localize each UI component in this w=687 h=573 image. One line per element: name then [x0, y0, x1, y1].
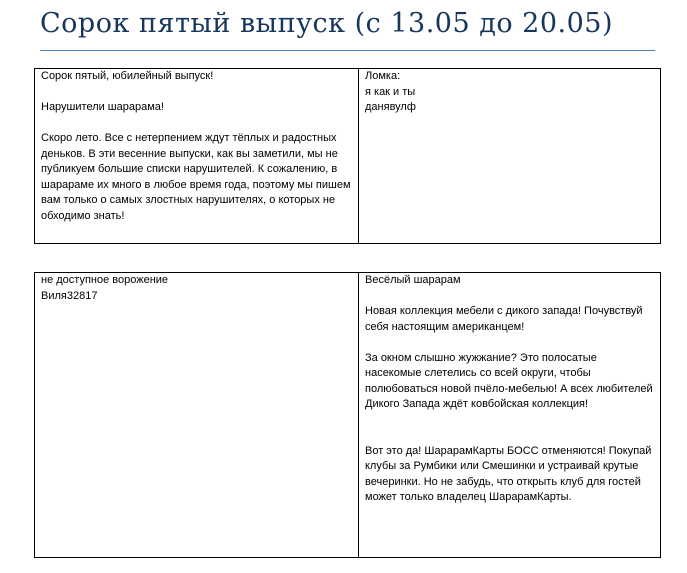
- lomka-cell: [359, 69, 661, 244]
- violators-cell: [35, 69, 359, 244]
- news-table: [34, 272, 661, 558]
- lomka-name: данявулф: [365, 101, 416, 113]
- fun-heading: Весёлый шарарам: [365, 274, 461, 286]
- news-paragraph: Новая коллекция мебели с дикого запада! Почувствуй себя настоящим американцем!: [365, 305, 643, 333]
- title-underline: [40, 50, 655, 51]
- news-paragraph: Вот это да! ШарарамКарты БОСС отменяются! Покупай клубы за Румбики или Смешинки и устраивай крутые вечеринки. Но не забудь, что открыть клуб для гостей может только владелец ШарарамКарты.: [365, 444, 652, 503]
- violators-heading: Нарушители шарарама!: [41, 101, 164, 113]
- intro-paragraph: Скоро лето. Все с нетерпением ждут тёплых и радостных деньков. В эти весенние выпуски, как вы заметили, мы не публикуем большие списки нарушителей. К сожалению, в шарараме их много в любое время года, поэтому мы пишем вам только о самых злостных нарушителях, о которых не обходимо знать!: [41, 132, 351, 222]
- issue-table: [34, 68, 661, 244]
- lomka-name: я как и ты: [365, 85, 416, 98]
- news-paragraph: За окном слышно жужжание? Это полосатые насекомые слетелись со всей округи, чтобы полюбоваться новой пчёло-мебелью! А всех любителей Дикого Запада ждёт ковбойская коллекция!: [365, 351, 653, 410]
- issue-heading: Сорок пятый, юбилейный выпуск!: [41, 70, 214, 82]
- charm-cell: [35, 273, 359, 558]
- charm-name: Виля32817: [41, 289, 98, 302]
- page-title: Сорок пятый выпуск (с 13.05 до 20.05): [40, 8, 614, 39]
- fun-shararam-cell: [359, 273, 661, 558]
- charm-heading: не доступное ворожение: [41, 274, 169, 286]
- lomka-heading: Ломка:: [365, 70, 401, 82]
